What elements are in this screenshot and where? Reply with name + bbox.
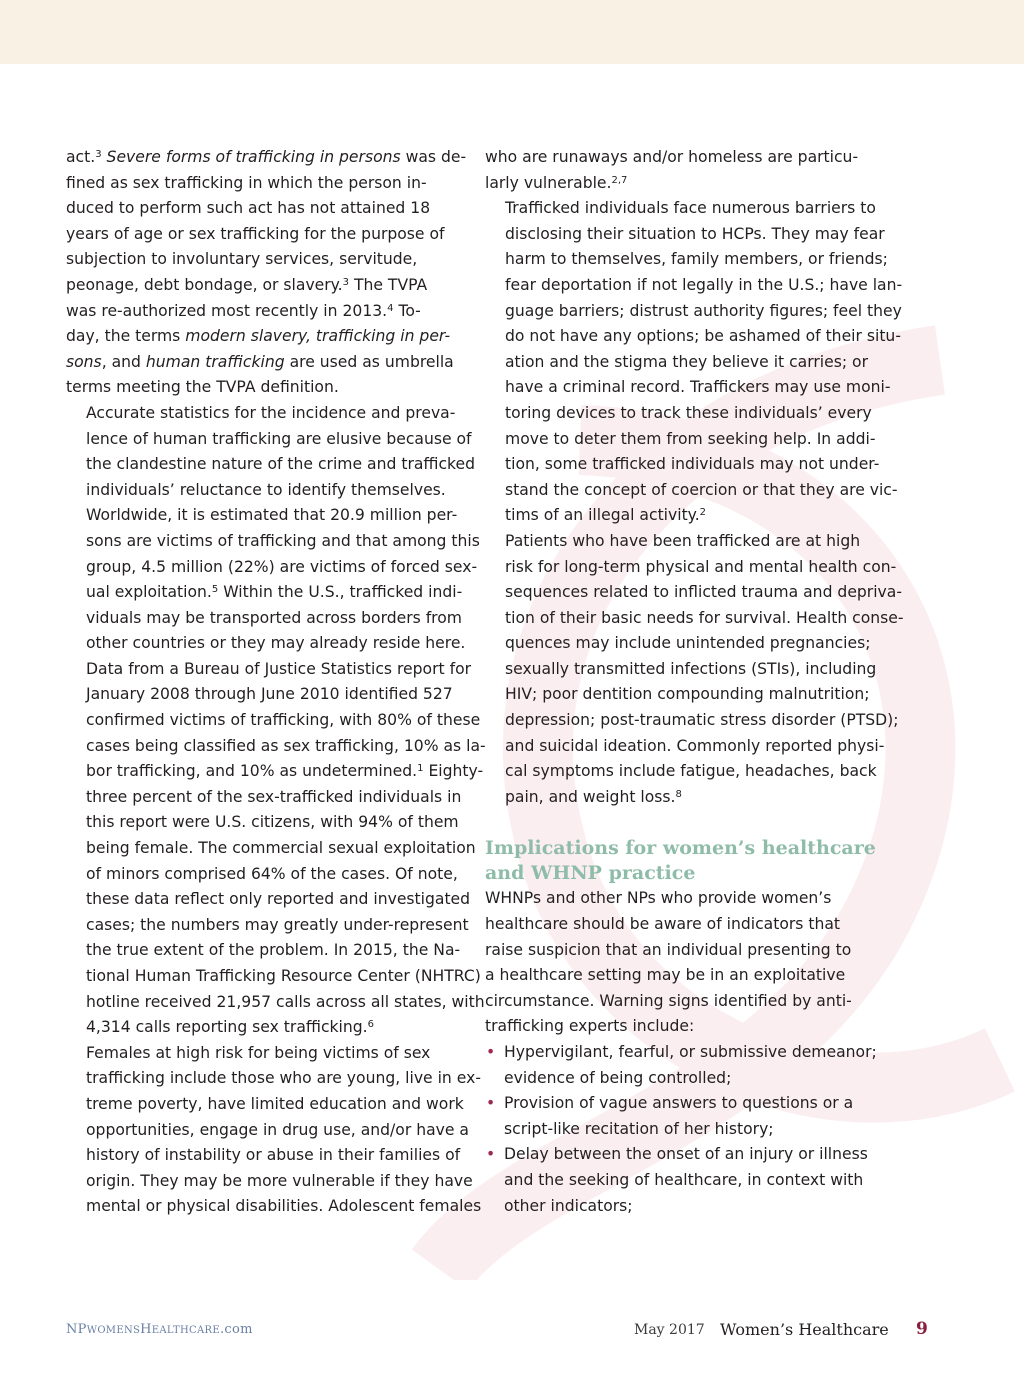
text-line xyxy=(66,657,472,683)
text-line xyxy=(485,555,897,581)
text-run: fined as sex trafficking in which the person in- xyxy=(66,173,427,192)
text-line xyxy=(66,196,458,222)
text-run: risk for long-term physical and mental health con- xyxy=(505,557,897,576)
text-line xyxy=(485,401,877,427)
text-run: trafficking experts include: xyxy=(485,1017,695,1036)
text-run: terms meeting the TVPA definition. xyxy=(66,378,339,397)
paragraph xyxy=(485,886,877,1040)
text-run: who are runaways and/or homeless are particu- xyxy=(485,148,859,166)
text-run: raise suspicion that an individual presenting to xyxy=(485,940,852,959)
text-run: tion, some trafficked individuals may not under- xyxy=(505,455,880,474)
text-line xyxy=(504,1066,877,1092)
text-run: mental or physical disabilities. Adolescent females xyxy=(86,1197,482,1216)
text-line xyxy=(66,478,458,504)
text-line xyxy=(66,247,458,273)
text-run: 4,314 calls reporting sex trafficking. xyxy=(86,1018,368,1037)
text-run: history of instability or abuse in their families of xyxy=(86,1146,461,1165)
warning-signs-list xyxy=(485,1040,877,1219)
text-line xyxy=(66,555,478,581)
text-line xyxy=(66,682,458,708)
text-run: circumstance. Warning signs identified by anti- xyxy=(485,991,852,1010)
text-line xyxy=(485,886,877,912)
text-line xyxy=(66,606,462,632)
text-line xyxy=(504,1142,877,1168)
text-line xyxy=(66,350,458,376)
text-run: Eighty- xyxy=(423,762,484,781)
text-run: day, the terms xyxy=(66,327,186,346)
text-line xyxy=(66,580,463,606)
text-run: To- xyxy=(393,301,421,320)
text-run: cases being classified as sex trafficking, 10% as la- xyxy=(86,736,486,755)
text-run: stand the concept of coercion or that they are vic- xyxy=(505,480,898,499)
text-line xyxy=(66,1015,458,1041)
text-line xyxy=(504,1168,877,1194)
text-line xyxy=(66,1143,461,1169)
text-line xyxy=(485,606,904,632)
text-line xyxy=(66,529,480,555)
text-run: sexually transmitted infections (STIs), including xyxy=(505,659,877,678)
page-number: 9 xyxy=(916,1319,928,1339)
text-run: origin. They may be more vulnerable if they have xyxy=(86,1171,473,1190)
text-line xyxy=(66,299,458,325)
text-run: pain, and weight loss. xyxy=(505,787,676,806)
text-run: sequences related to inflicted trauma and depriva- xyxy=(505,583,902,602)
text-run: Worldwide, it is estimated that 20.9 million per- xyxy=(86,506,458,525)
text-line xyxy=(66,862,458,888)
list-item xyxy=(485,1040,877,1091)
text-run: individuals’ reluctance to identify themselves. xyxy=(86,480,446,499)
text-run: treme poverty, have limited education and work xyxy=(86,1094,464,1113)
text-line xyxy=(66,452,476,478)
paragraph xyxy=(66,145,467,401)
text-run: script-like recitation of her history; xyxy=(504,1119,774,1138)
text-run: cases; the numbers may greatly under-represent xyxy=(86,915,469,934)
text-run: the true extent of the problem. In 2015, the Na- xyxy=(86,941,461,960)
text-line xyxy=(66,810,458,836)
text-line xyxy=(485,682,877,708)
text-line xyxy=(66,631,466,657)
citation-superscript: 4 xyxy=(387,302,394,314)
text-line xyxy=(485,247,888,273)
text-run: tional Human Trafficking Resource Center (NHTRC) xyxy=(86,967,481,985)
text-run: this report were U.S. citizens, with 94% of them xyxy=(86,813,459,832)
text-run: the clandestine nature of the crime and trafficked xyxy=(86,455,476,474)
citation-superscript: 1 xyxy=(417,763,424,775)
website-text-part: H xyxy=(140,1322,152,1337)
text-run: trafficking include those who are young, live in ex- xyxy=(86,1069,481,1088)
footer-magazine-name: Women’s Healthcare xyxy=(720,1320,889,1339)
text-run: harm to themselves, family members, or friends; xyxy=(505,250,888,269)
section-heading-line: and WHNP practice xyxy=(485,862,696,885)
text-run: bor trafficking, and 10% as undetermined. xyxy=(86,762,418,781)
citation-superscript: 2,7 xyxy=(611,174,628,186)
text-run: confirmed victims of trafficking, with 80% of these xyxy=(86,711,481,730)
text-run: quences may include unintended pregnancies; xyxy=(505,634,871,653)
text-run: act. xyxy=(66,148,96,166)
text-line xyxy=(66,503,458,529)
footer-date: May 2017 xyxy=(634,1322,705,1338)
paragraph xyxy=(66,1041,482,1220)
text-line xyxy=(66,708,481,734)
left-column xyxy=(66,145,486,1220)
text-line xyxy=(485,375,891,401)
text-line xyxy=(485,631,877,657)
section-heading-line: Implications for women’s healthcare xyxy=(485,837,876,860)
text-run: was de- xyxy=(400,148,467,166)
text-line xyxy=(485,657,877,683)
text-run: was re-authorized most recently in 2013. xyxy=(66,301,388,320)
text-run: cal symptoms include fatigue, headaches, back xyxy=(505,762,877,781)
text-run: ation and the stigma they believe it carries; or xyxy=(505,352,868,371)
text-run: hotline received 21,957 calls across all states, with xyxy=(86,992,485,1011)
list-item xyxy=(485,1091,877,1142)
italic-term: sons xyxy=(66,352,102,371)
text-run: of minors comprised 64% of the cases. Of note, xyxy=(86,864,458,883)
text-line xyxy=(66,1194,482,1220)
text-line xyxy=(66,171,458,197)
website-text-part: WOMENS xyxy=(86,1325,141,1336)
text-run: WHNPs and other NPs who provide women’s xyxy=(485,889,832,908)
text-line xyxy=(485,222,885,248)
text-run: peonage, debt bondage, or slavery. xyxy=(66,275,343,294)
text-run: other countries or they may already reside here. xyxy=(86,634,466,653)
text-line xyxy=(485,912,877,938)
italic-term: Severe forms of trafficking in persons xyxy=(106,148,401,166)
citation-superscript: 6 xyxy=(367,1019,375,1031)
text-run: move to deter them from seeking help. In addi- xyxy=(505,429,876,448)
text-run: Delay between the onset of an injury or illness xyxy=(504,1145,868,1164)
italic-term: human trafficking xyxy=(145,352,285,371)
text-line xyxy=(66,759,484,785)
text-line xyxy=(485,427,877,453)
text-run: and suicidal ideation. Commonly reported physi- xyxy=(505,736,885,755)
text-line xyxy=(66,222,458,248)
text-run: The TVPA xyxy=(349,275,428,294)
text-run: ual exploitation. xyxy=(86,583,212,602)
section-heading xyxy=(485,836,877,886)
text-run: other indicators; xyxy=(504,1196,633,1215)
text-line xyxy=(66,1118,469,1144)
footer-website xyxy=(66,1322,253,1337)
text-run: HIV; poor dentition compounding malnutrition; xyxy=(505,685,870,704)
text-run: sons are victims of trafficking and that among this xyxy=(86,531,480,550)
text-line xyxy=(66,990,485,1016)
text-line xyxy=(485,785,877,811)
text-run: Accurate statistics for the incidence and preva- xyxy=(86,403,456,422)
text-run: opportunities, engage in drug use, and/or have a xyxy=(86,1120,469,1139)
text-run: three percent of the sex-trafficked individuals in xyxy=(86,787,462,806)
text-line xyxy=(485,580,902,606)
text-run: depression; post-traumatic stress disorder (PTSD); xyxy=(505,711,899,730)
text-line xyxy=(485,324,901,350)
text-line xyxy=(66,1092,464,1118)
text-run: Trafficked individuals face numerous barriers to xyxy=(505,199,876,218)
text-run: are used as umbrella xyxy=(284,352,454,371)
text-line xyxy=(485,171,877,197)
text-run: larly vulnerable. xyxy=(485,173,612,192)
text-line xyxy=(485,299,902,325)
text-run: fear deportation if not legally in the U.S.; have lan- xyxy=(505,275,903,294)
citation-superscript: 3 xyxy=(95,149,102,160)
text-run: lence of human trafficking are elusive because of xyxy=(86,429,472,448)
text-line xyxy=(485,478,898,504)
text-line xyxy=(66,913,469,939)
text-line xyxy=(485,350,877,376)
citation-superscript: 3 xyxy=(342,276,350,288)
text-run: have a criminal record. Traffickers may use moni- xyxy=(505,378,891,397)
text-line xyxy=(485,938,877,964)
text-line xyxy=(485,989,877,1015)
text-run: group, 4.5 million (22%) are victims of forced sex- xyxy=(86,557,478,576)
text-run: Females at high risk for being victims of sex xyxy=(86,1043,431,1062)
text-run: , and xyxy=(101,352,146,371)
website-text-part: NP xyxy=(66,1322,87,1337)
text-run: toring devices to track these individuals’ every xyxy=(505,403,872,422)
text-line xyxy=(66,785,462,811)
text-line xyxy=(66,401,458,427)
website-text-part: .com xyxy=(219,1322,253,1337)
text-line xyxy=(485,708,899,734)
text-line xyxy=(485,273,903,299)
text-run: do not have any options; be ashamed of their situ- xyxy=(505,327,901,346)
text-line xyxy=(485,196,877,222)
text-run: disclosing their situation to HCPs. They may fear xyxy=(505,224,885,243)
text-run: years of age or sex trafficking for the purpose of xyxy=(66,224,445,243)
text-line xyxy=(504,1091,877,1117)
paragraph xyxy=(485,529,904,811)
citation-superscript: 8 xyxy=(675,788,682,800)
text-line xyxy=(485,145,877,171)
text-line xyxy=(485,503,877,529)
paragraph xyxy=(485,145,877,196)
text-line xyxy=(66,427,472,453)
text-run: a healthcare setting may be in an exploitative xyxy=(485,966,846,985)
text-run: duced to perform such act has not attained 18 xyxy=(66,199,431,218)
text-run: Data from a Bureau of Justice Statistics report for xyxy=(86,659,472,678)
text-line xyxy=(66,273,458,299)
text-line xyxy=(504,1117,877,1143)
text-line xyxy=(66,734,486,760)
text-run: being female. The commercial sexual exploitation xyxy=(86,839,476,858)
text-run: subjection to involuntary services, servitude, xyxy=(66,250,418,269)
right-column xyxy=(485,145,904,1219)
text-line xyxy=(485,963,877,989)
text-line xyxy=(66,324,458,350)
text-run: guage barriers; distrust authority figures; feel they xyxy=(505,301,902,320)
text-run: viduals may be transported across borders from xyxy=(86,608,462,627)
text-line xyxy=(66,375,458,401)
text-run: Provision of vague answers to questions or a xyxy=(504,1094,854,1113)
text-line xyxy=(485,734,885,760)
text-run: healthcare should be aware of indicators that xyxy=(485,915,841,934)
text-line xyxy=(485,452,880,478)
list-item xyxy=(485,1142,877,1219)
text-run: these data reflect only reported and investigated xyxy=(86,890,471,909)
citation-superscript: 2 xyxy=(699,507,707,519)
text-line xyxy=(485,529,877,555)
text-line xyxy=(504,1194,877,1220)
text-line xyxy=(66,887,471,913)
text-line xyxy=(66,1066,481,1092)
paragraph xyxy=(485,196,903,529)
text-line xyxy=(66,836,476,862)
text-run: evidence of being controlled; xyxy=(504,1068,732,1087)
text-run: and the seeking of healthcare, in context with xyxy=(504,1170,864,1189)
paragraph xyxy=(66,401,486,1041)
text-run: January 2008 through June 2010 identified 527 xyxy=(86,685,453,704)
text-line xyxy=(485,759,877,785)
text-line xyxy=(66,145,467,171)
text-run: Within the U.S., trafficked indi- xyxy=(218,583,463,602)
text-run: tion of their basic needs for survival. Health conse- xyxy=(505,608,904,627)
text-run: tims of an illegal activity. xyxy=(505,506,700,525)
text-line xyxy=(66,964,481,990)
text-run: Hypervigilant, fearful, or submissive demeanor; xyxy=(504,1043,877,1061)
text-line xyxy=(485,1014,877,1040)
citation-superscript: 5 xyxy=(211,584,219,596)
top-color-band xyxy=(0,0,1024,64)
text-line xyxy=(66,938,461,964)
italic-term: modern slavery, trafficking in per- xyxy=(185,327,451,346)
text-run: Patients who have been trafficked are at high xyxy=(505,531,861,550)
text-line xyxy=(66,1041,458,1067)
website-text-part: EALTHCARE xyxy=(151,1325,220,1336)
text-line xyxy=(504,1040,877,1066)
text-line xyxy=(66,1169,473,1195)
